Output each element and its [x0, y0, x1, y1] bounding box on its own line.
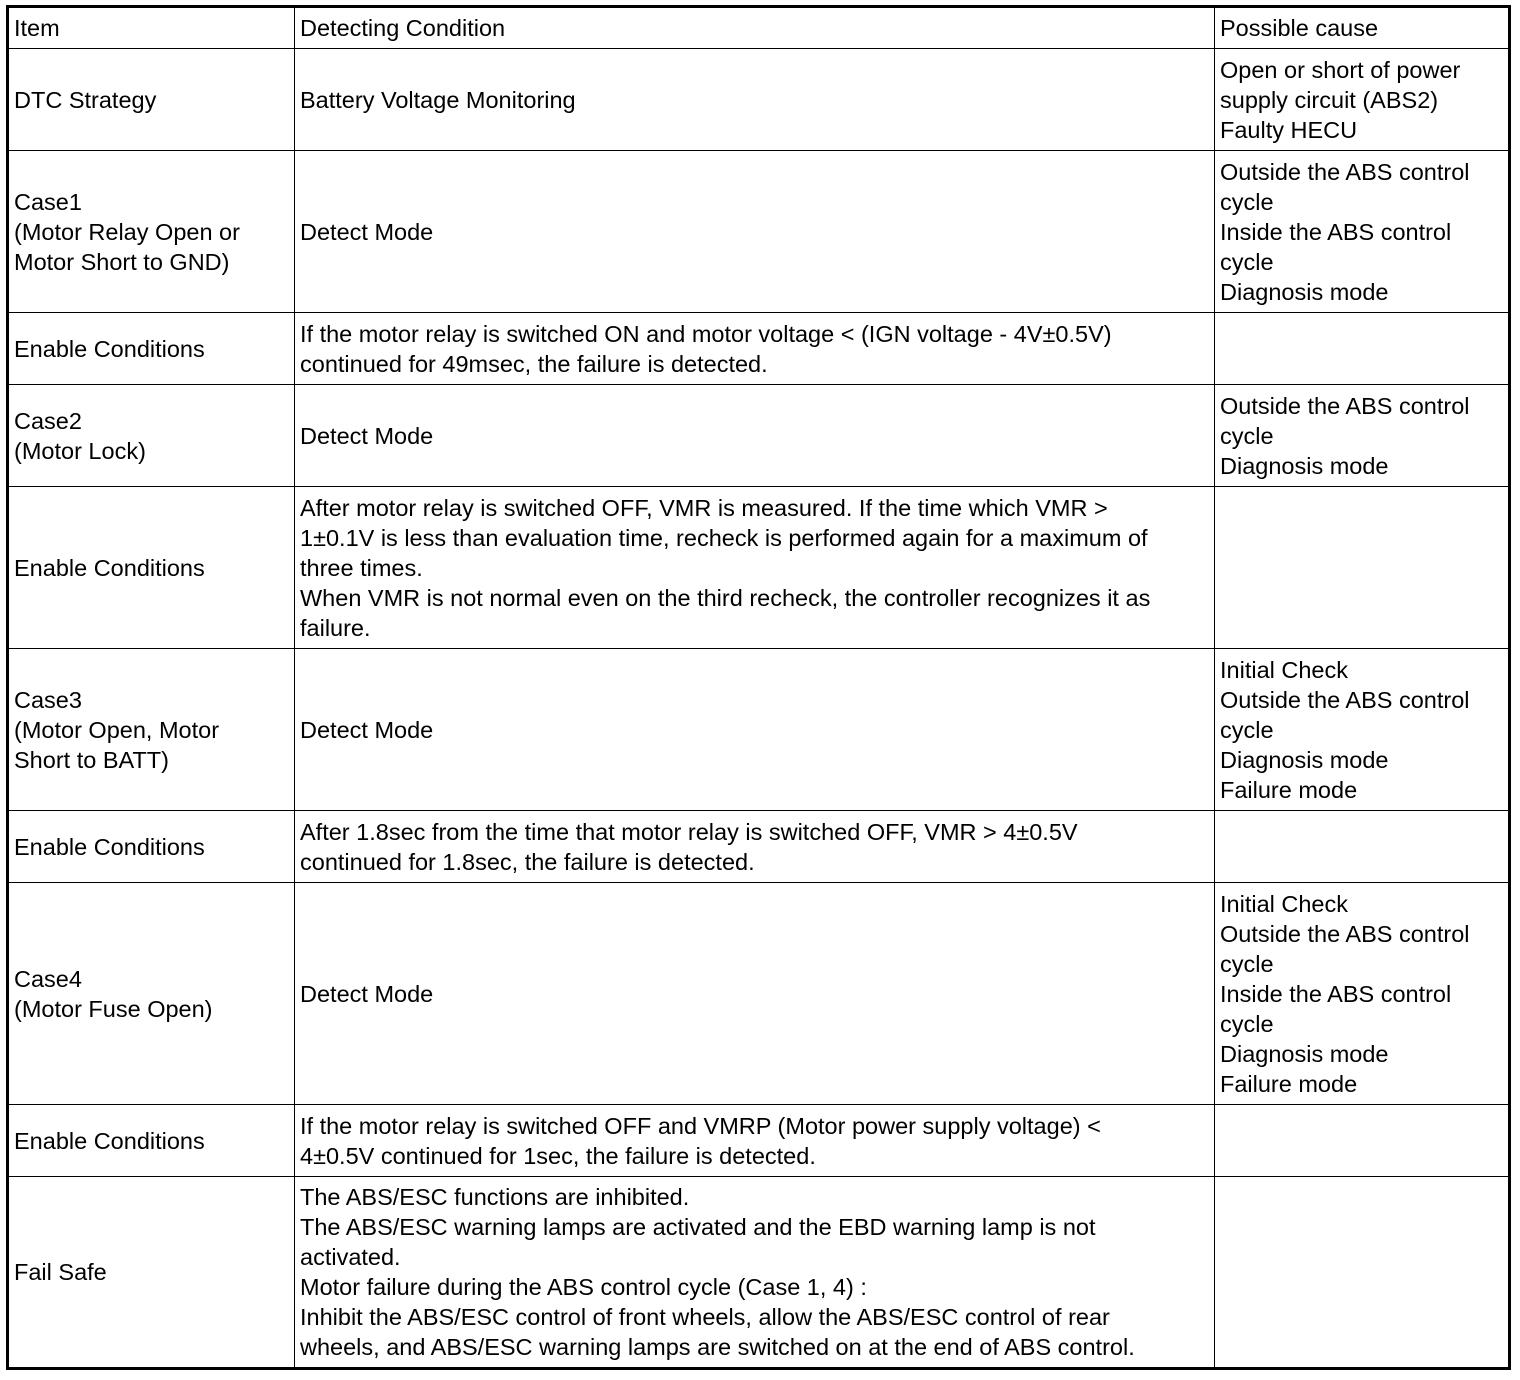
condition-cell: Battery Voltage Monitoring: [295, 49, 1215, 151]
cause-cell: Open or short of power supply circuit (ABS2) Faulty HECU: [1215, 49, 1510, 151]
table-row: [8, 1105, 1510, 1177]
table-row: [8, 811, 1510, 883]
table-row: [8, 313, 1510, 385]
table-row: [8, 151, 1510, 313]
condition-cell: If the motor relay is switched ON and motor voltage < (IGN voltage - 4V±0.5V) continued for 49msec, the failure is detected.: [295, 313, 1215, 385]
table-row: [8, 487, 1510, 649]
item-cell: Case2 (Motor Lock): [8, 385, 295, 487]
cause-cell: Outside the ABS control cycle Diagnosis mode: [1215, 385, 1510, 487]
header-item: Item: [8, 7, 295, 49]
table-header-row: [8, 7, 1510, 49]
item-cell: Enable Conditions: [8, 1105, 295, 1177]
cause-cell: [1215, 1177, 1510, 1369]
condition-cell: Detect Mode: [295, 883, 1215, 1105]
diagnostic-table: [6, 5, 1511, 1370]
cause-cell: [1215, 811, 1510, 883]
cause-cell: Initial Check Outside the ABS control cycle Diagnosis mode Failure mode: [1215, 649, 1510, 811]
item-cell: Case3 (Motor Open, Motor Short to BATT): [8, 649, 295, 811]
table-row: [8, 49, 1510, 151]
table-row: [8, 1177, 1510, 1369]
condition-cell: If the motor relay is switched OFF and VMRP (Motor power supply voltage) < 4±0.5V continued for 1sec, the failure is detected.: [295, 1105, 1215, 1177]
table-row: [8, 385, 1510, 487]
item-cell: Case4 (Motor Fuse Open): [8, 883, 295, 1105]
item-cell: Enable Conditions: [8, 811, 295, 883]
condition-cell: Detect Mode: [295, 151, 1215, 313]
table-row: [8, 883, 1510, 1105]
cause-cell: [1215, 313, 1510, 385]
item-cell: Enable Conditions: [8, 313, 295, 385]
item-cell: Enable Conditions: [8, 487, 295, 649]
table-row: [8, 649, 1510, 811]
item-cell: DTC Strategy: [8, 49, 295, 151]
cause-cell: [1215, 487, 1510, 649]
item-cell: Fail Safe: [8, 1177, 295, 1369]
header-detecting-condition: Detecting Condition: [295, 7, 1215, 49]
condition-cell: The ABS/ESC functions are inhibited. The ABS/ESC warning lamps are activated and the EBD warning lamp is not activated. Motor failure during the ABS control cycle (Case 1, 4) : Inhibit the ABS/ESC control of front wheels, allow the ABS/ESC control of rear wheels, and ABS/ESC warning lamps are switched on at the end of ABS control.: [295, 1177, 1215, 1369]
condition-cell: Detect Mode: [295, 649, 1215, 811]
header-possible-cause: Possible cause: [1215, 7, 1510, 49]
item-cell: Case1 (Motor Relay Open or Motor Short to GND): [8, 151, 295, 313]
cause-cell: Outside the ABS control cycle Inside the ABS control cycle Diagnosis mode: [1215, 151, 1510, 313]
cause-cell: [1215, 1105, 1510, 1177]
condition-cell: After 1.8sec from the time that motor relay is switched OFF, VMR > 4±0.5V continued for 1.8sec, the failure is detected.: [295, 811, 1215, 883]
cause-cell: Initial Check Outside the ABS control cycle Inside the ABS control cycle Diagnosis mode Failure mode: [1215, 883, 1510, 1105]
condition-cell: After motor relay is switched OFF, VMR is measured. If the time which VMR > 1±0.1V is less than evaluation time, recheck is performed again for a maximum of three times. When VMR is not normal even on the third recheck, the controller recognizes it as failure.: [295, 487, 1215, 649]
condition-cell: Detect Mode: [295, 385, 1215, 487]
